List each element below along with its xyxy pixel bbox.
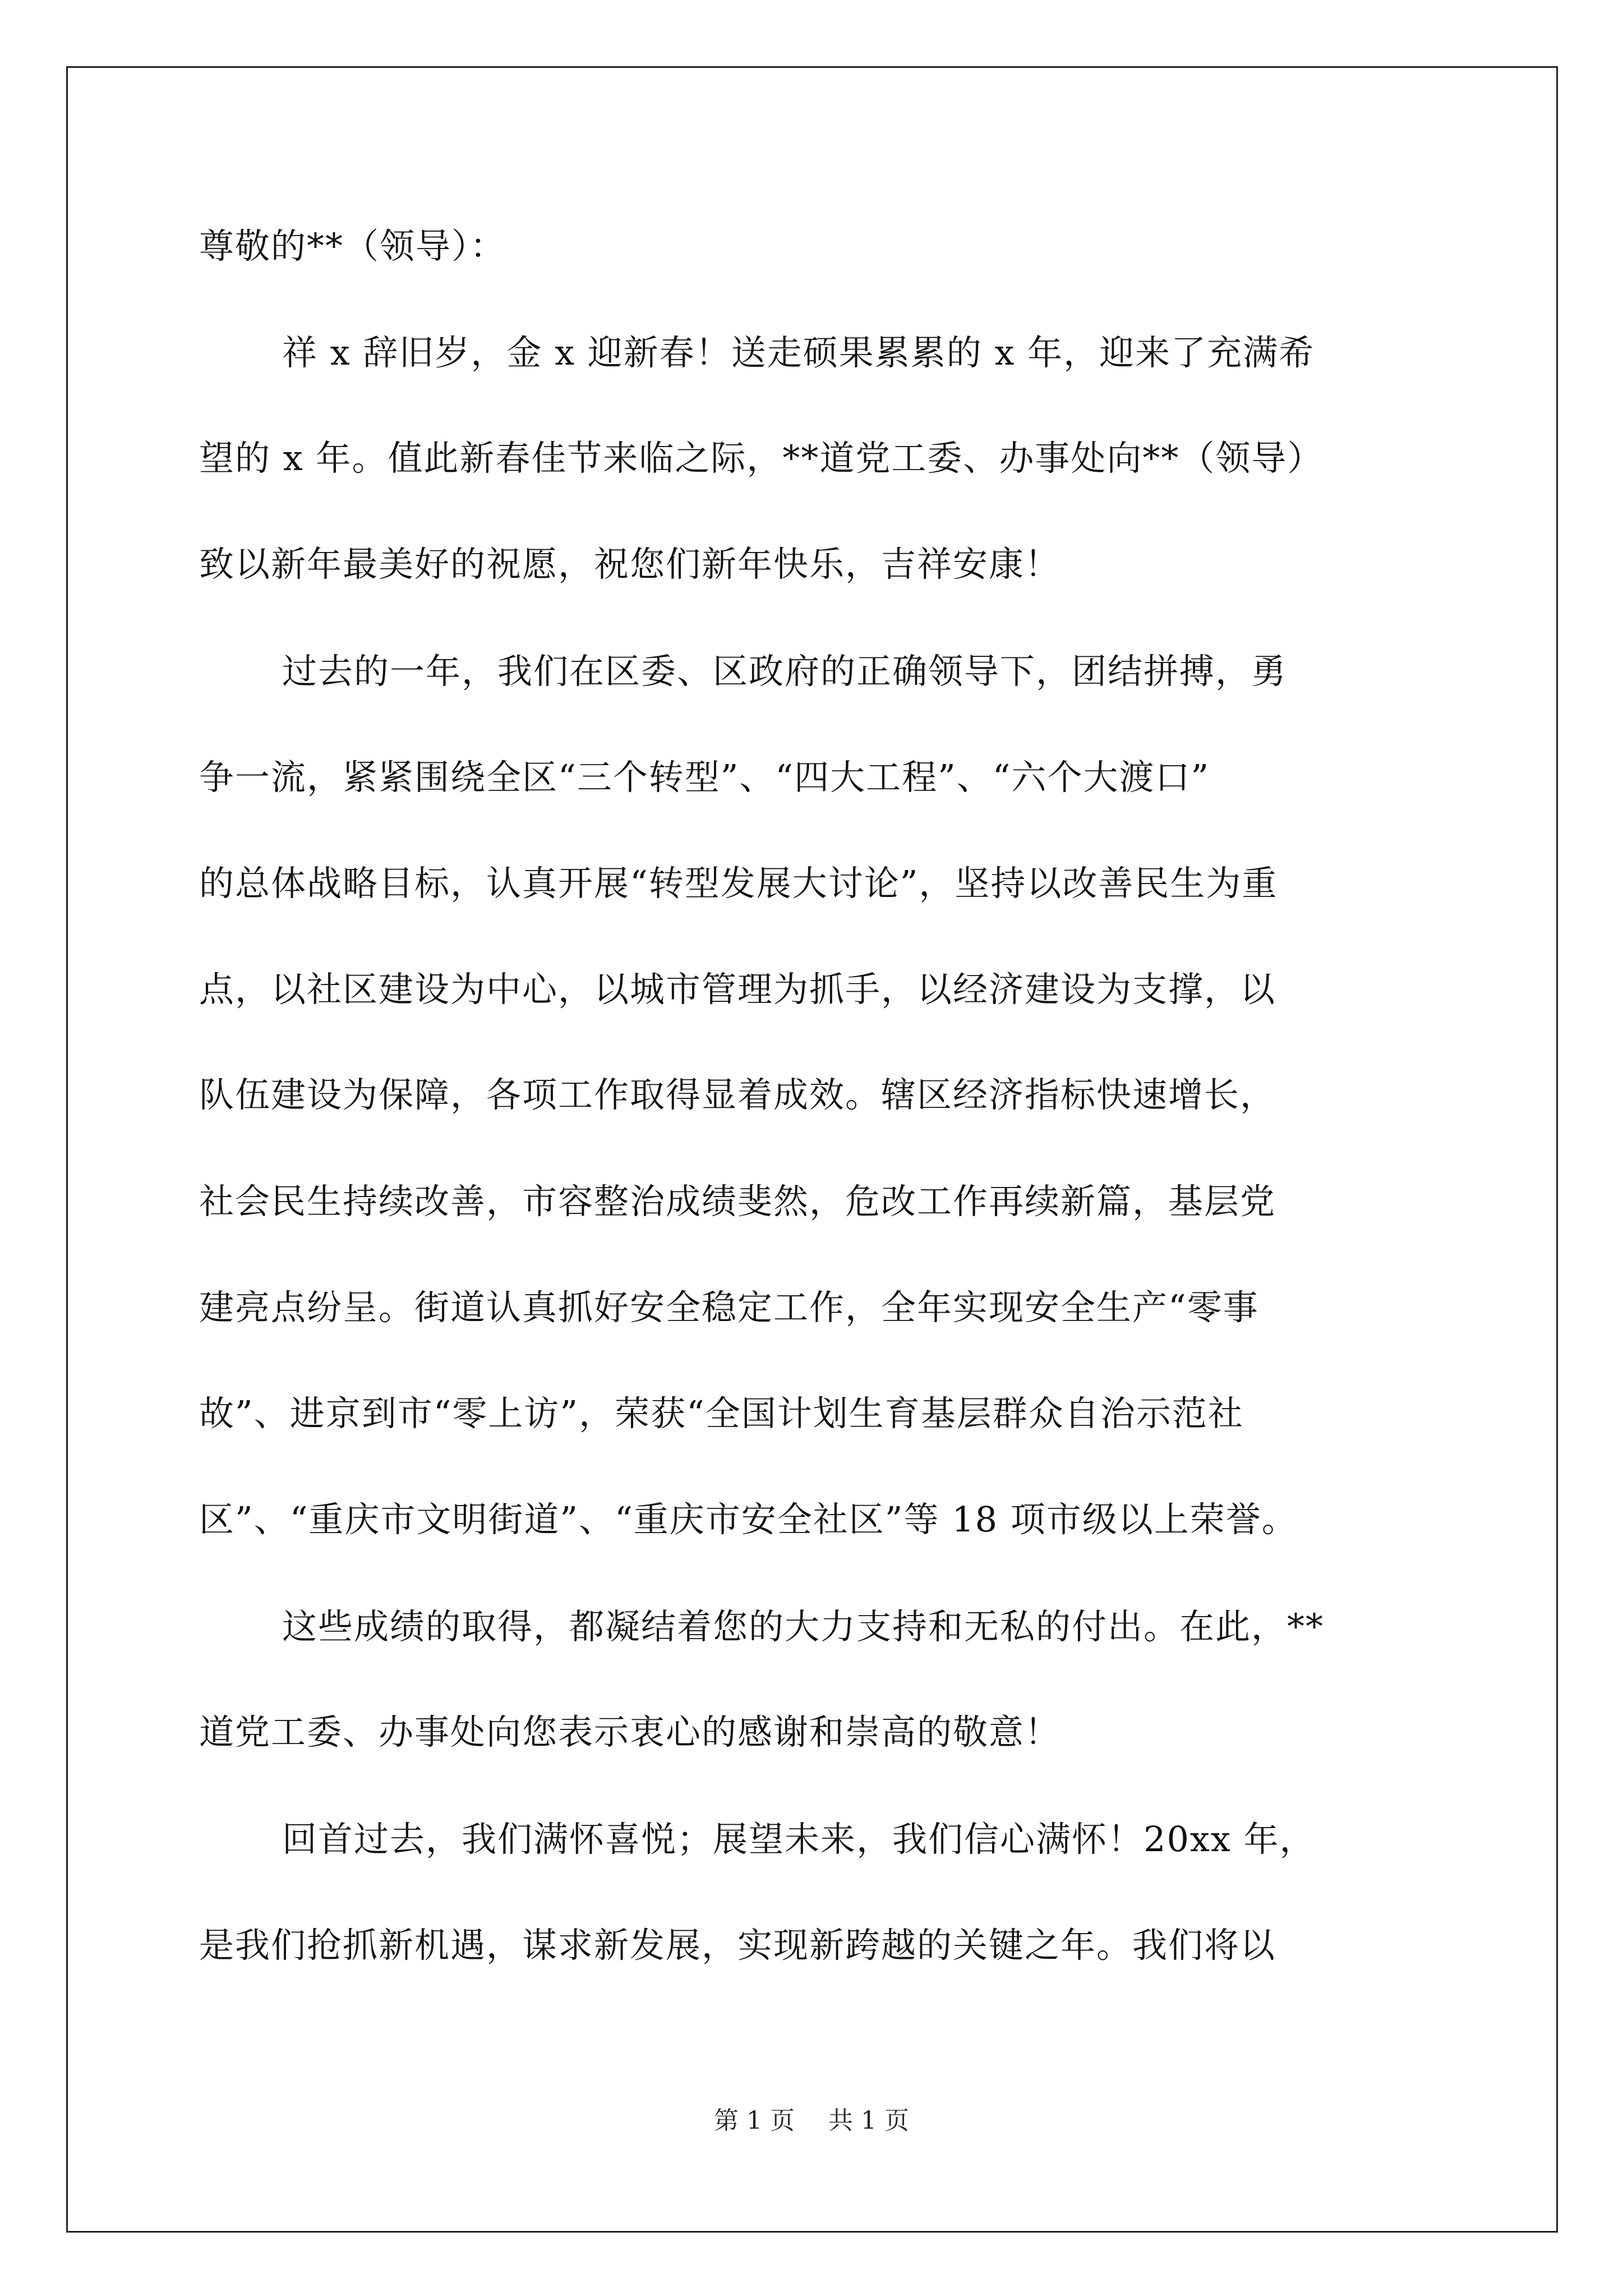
paragraph-line: 队伍建设为保障，各项工作取得显着成效。辖区经济指标快速增长， (199, 1074, 1276, 1115)
paragraph-line: 回首过去，我们满怀喜悦；展望未来，我们信心满怀！20xx 年， (282, 1819, 1316, 1860)
page-total: 共 1 页 (828, 2106, 909, 2135)
paragraph-line: 望的 x 年。值此新春佳节来临之际，**道党工委、办事处向**（领导） (199, 438, 1324, 478)
salutation-line: 尊敬的**（领导）： (199, 226, 506, 266)
paragraph-line: 点，以社区建设为中心，以城市管理为抓手，以经济建设为支撑，以 (199, 969, 1276, 1010)
paragraph-line: 祥 x 辞旧岁，金 x 迎新春！送走硕果累累的 x 年，迎来了充满希 (282, 332, 1315, 373)
paragraph-line: 的总体战略目标，认真开展“转型发展大讨论”，坚持以改善民生为重 (199, 863, 1278, 904)
paragraph-line: 过去的一年，我们在区委、区政府的正确领导下，团结拼搏，勇 (282, 651, 1288, 692)
page-border (66, 66, 1558, 2233)
paragraph-line: 建亮点纷呈。街道认真抓好安全稳定工作，全年实现安全生产“零事 (199, 1287, 1259, 1328)
page-footer (0, 2100, 1623, 2136)
paragraph-line: 致以新年最美好的祝愿，祝您们新年快乐，吉祥安康！ (199, 544, 1061, 585)
page-number: 第 1 页 (714, 2106, 795, 2135)
paragraph-line: 是我们抢抓新机遇，谋求新发展，实现新跨越的关键之年。我们将以 (199, 1925, 1276, 1966)
paragraph-line: 争一流，紧紧围绕全区“三个转型”、“四大工程”、“六个大渡口” (199, 757, 1210, 798)
paragraph-line: 道党工委、办事处向您表示衷心的感谢和崇高的敬意！ (199, 1711, 1061, 1752)
paragraph-line: 区”、“重庆市文明街道”、“重庆市安全社区”等 18 项市级以上荣誉。 (199, 1499, 1298, 1540)
paragraph-line: 故”、进京到市“零上访”，荣获“全国计划生育基层群众自治示范社 (199, 1393, 1244, 1434)
paragraph-line: 这些成绩的取得，都凝结着您的大力支持和无私的付出。在此，** (282, 1606, 1325, 1647)
paragraph-line: 社会民生持续改善，市容整治成绩斐然，危改工作再续新篇，基层党 (199, 1181, 1276, 1222)
